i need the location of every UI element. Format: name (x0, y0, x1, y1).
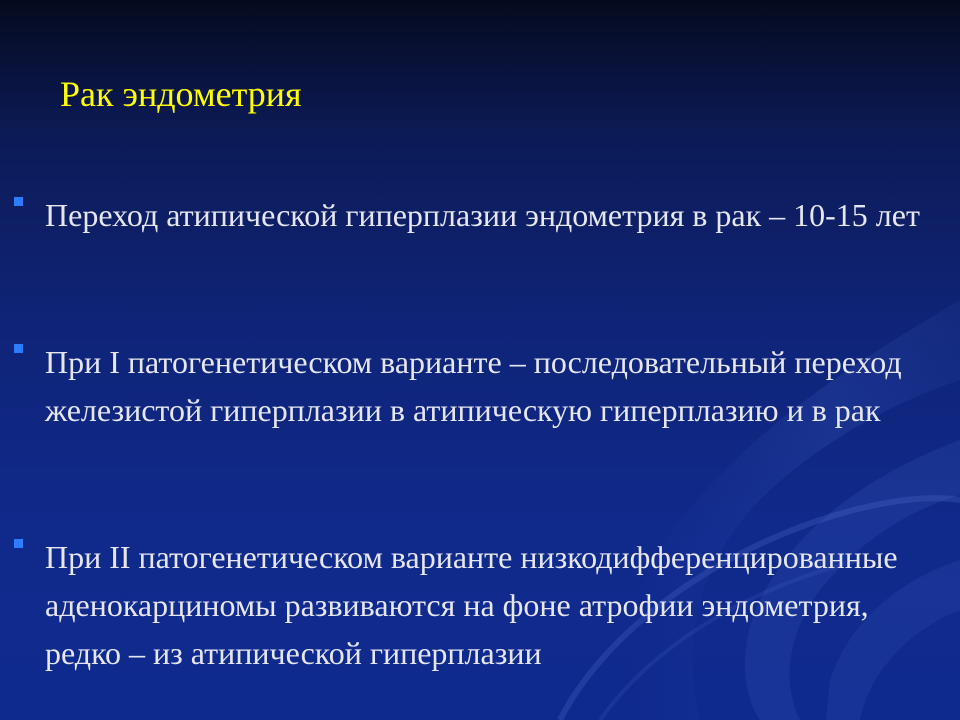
bullet-text: При I патогенетическом варианте – последовательный переход железистой гиперплазии в атипическую гиперплазию и в рак (45, 344, 902, 428)
slide-title: Рак эндометрия (60, 74, 302, 114)
square-bullet-icon (14, 344, 23, 353)
square-bullet-icon (14, 197, 23, 206)
bullet-text: При II патогенетическом варианте низкодифференцированные аденокарциномы развиваются на фоне атрофии эндометрия, редко – из атипической гиперплазии (45, 539, 898, 671)
square-bullet-icon (14, 539, 23, 548)
bullet-text: Переход атипической гиперплазии эндометрия в рак – 10-15 лет (45, 197, 920, 233)
